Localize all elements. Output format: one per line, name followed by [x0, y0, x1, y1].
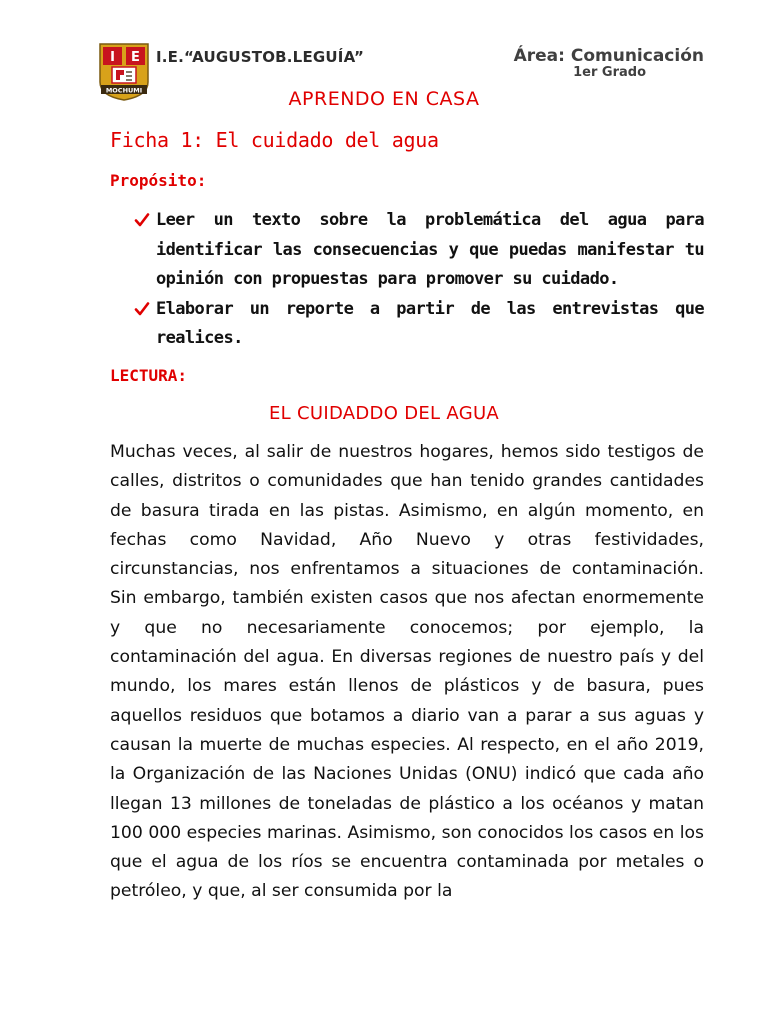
check-icon [134, 212, 150, 228]
worksheet-title: Ficha 1: El cuidado del agua [110, 128, 439, 152]
crest-banner-text: MOCHUMI [105, 86, 143, 95]
reading-label: LECTURA: [110, 366, 188, 385]
purpose-list [134, 206, 704, 354]
crest-letter-left: I [110, 50, 115, 65]
purpose-item [134, 206, 704, 295]
grade-label: 1er Grado [573, 65, 646, 80]
area-title: Área: Comunicación [513, 46, 704, 66]
check-icon [134, 301, 150, 317]
purpose-item [134, 295, 704, 354]
reading-paragraph: Muchas veces, al salir de nuestros hogares, hemos sido testigos de calles, distritos o comunidades que han tenido grandes cantidades de basura tirada en las pistas. Asimismo, en algún momento, en fechas como Navidad, Año Nuevo y otras festividades, circunstancias, nos enfrentamos a situaciones de contaminación. Sin embargo, también existen casos que nos afectan enormemente y que no necesariamente conocemos; por ejemplo, la contaminación del agua. En diversas regiones de nuestro país y del mundo, los mares están llenos de plásticos y de basura, pues aquellos residuos que botamos a diario van a parar a sus aguas y causan la muerte de muchas especies. Al respecto, en el año 2019, la Organización de las Naciones Unidas (ONU) indicó que cada año llegan 13 millones de toneladas de plástico a los océanos y matan 100 000 especies marinas. Asimismo, son conocidos los casos en los que el agua de los ríos se encuentra contaminada por metales o petróleo, y que, al ser consumida por la [110, 442, 704, 902]
purpose-label: Propósito: [110, 171, 207, 190]
school-name: I.E.“AUGUSTOB.LEGUÍA” [156, 48, 365, 66]
page-title: APRENDO EN CASA [288, 88, 480, 110]
crest-letter-right: E [131, 50, 140, 65]
reading-title: EL CUIDADDO DEL AGUA [268, 403, 500, 424]
purpose-item-text: Leer un texto sobre la problemática del agua para identificar las consecuencias y que puedas manifestar tu opinión con propuestas para promover su cuidado. [156, 210, 704, 289]
purpose-item-text: Elaborar un reporte a partir de las entrevistas que realices. [156, 298, 704, 348]
